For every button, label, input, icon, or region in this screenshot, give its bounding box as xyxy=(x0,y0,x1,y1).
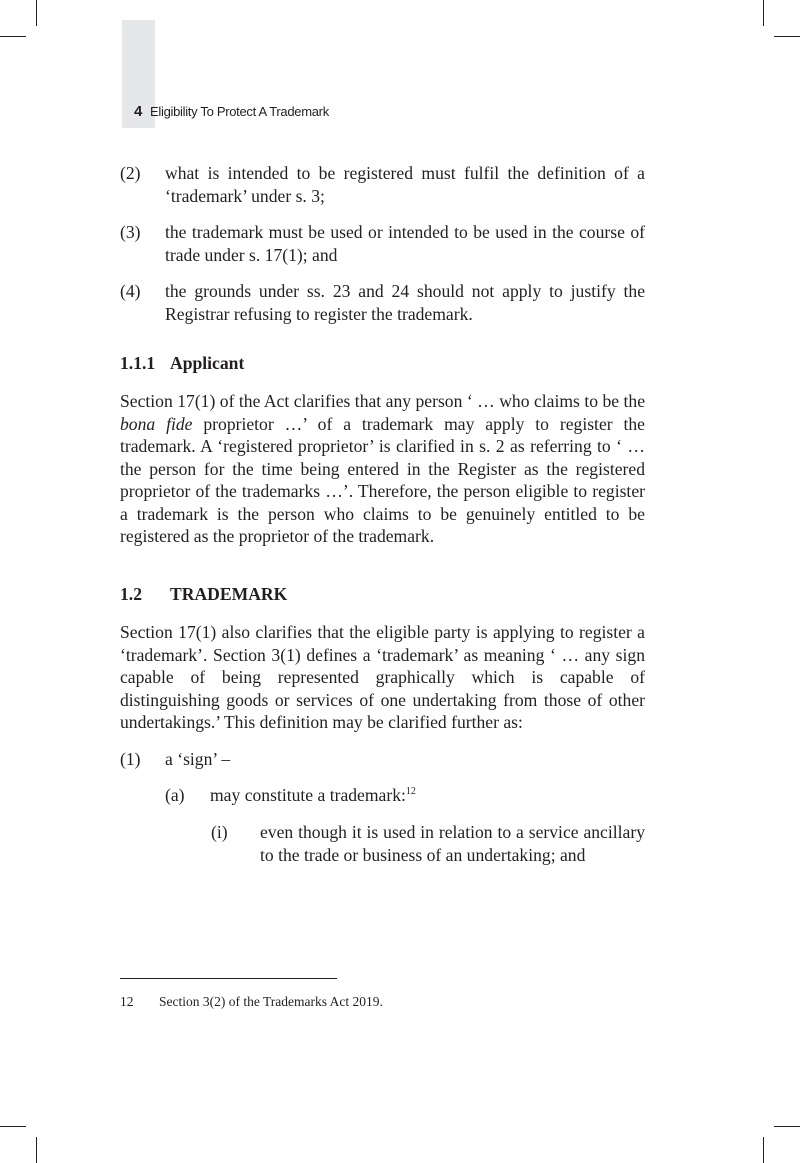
list-number: (2) xyxy=(120,163,141,183)
list-text: the grounds under ss. 23 and 24 should not apply to justify the Registrar refusing to register the trademark. xyxy=(165,281,645,324)
list-text xyxy=(210,784,645,807)
footnote-rule xyxy=(120,978,337,979)
crop-mark xyxy=(763,1137,764,1163)
list-number: (a) xyxy=(165,785,185,805)
list-number: (i) xyxy=(211,822,228,842)
section-number: 1.1.1 xyxy=(120,353,156,373)
section-title: Applicant xyxy=(170,353,245,373)
section-heading xyxy=(120,584,287,605)
page-number: 4 xyxy=(134,103,143,120)
list-text: a ‘sign’ – xyxy=(165,749,231,769)
section-number: 1.2 xyxy=(120,584,142,604)
running-head xyxy=(134,103,329,120)
paragraph-text: proprietor …’ of a trademark may apply to register the trademark. A ‘registered proprietor’ is clarified in s. 2 as referring to ‘ … the person for the time being entered in the Register as the registered proprietor of the trademarks …’. Therefore, the person eligible to register a trademark is the person who claims to be genuinely entitled to be registered as the proprietor of the trademark. xyxy=(120,413,645,546)
list-item xyxy=(120,748,645,771)
paragraph-text: Section 17(1) of the Act clarifies that any person ‘ … who claims to be the xyxy=(120,391,645,411)
crop-mark xyxy=(774,1126,800,1127)
section-title: TRADEMARK xyxy=(170,584,288,604)
list-number: (4) xyxy=(120,281,141,301)
list-item xyxy=(120,221,645,266)
list-text: the trademark must be used or intended to be used in the course of trade under s. 17(1); and xyxy=(165,222,645,265)
chapter-title: Eligibility To Protect A Trademark xyxy=(150,104,329,119)
list-item xyxy=(120,280,645,325)
list-item xyxy=(165,784,645,807)
crop-mark xyxy=(0,36,26,37)
applicant-paragraph xyxy=(120,390,645,548)
list-item xyxy=(120,162,645,207)
footnote-text: Section 3(2) of the Trademarks Act 2019. xyxy=(159,994,383,1009)
trademark-paragraph: Section 17(1) also clarifies that the eligible party is applying to register a ‘trademark’. Section 3(1) defines a ‘trademark’ as meaning ‘ … any sign capable of being represented graphically which is capable of distinguishing goods or services of one undertaking from those of other undertakings.’ This definition may be clarified further as: xyxy=(120,622,645,732)
crop-mark xyxy=(36,0,37,26)
section-heading xyxy=(120,353,244,374)
list-text: even though it is used in relation to a service ancillary to the trade or business of an undertaking; and xyxy=(260,822,645,865)
footnote xyxy=(120,994,383,1010)
list-text-content: may constitute a trademark: xyxy=(210,785,406,805)
list-item xyxy=(211,821,645,889)
list-number: (1) xyxy=(120,749,141,769)
list-number: (3) xyxy=(120,222,141,242)
crop-mark xyxy=(763,0,764,26)
crop-mark xyxy=(36,1137,37,1163)
footnote-number: 12 xyxy=(120,994,134,1009)
footnote-ref: 12 xyxy=(405,786,416,798)
list-text: what is intended to be registered must fulfil the definition of a ‘trademark’ under s. 3; xyxy=(165,163,645,206)
crop-mark xyxy=(774,36,800,37)
crop-mark xyxy=(0,1126,26,1127)
emphasis-text: bona fide xyxy=(120,413,193,434)
